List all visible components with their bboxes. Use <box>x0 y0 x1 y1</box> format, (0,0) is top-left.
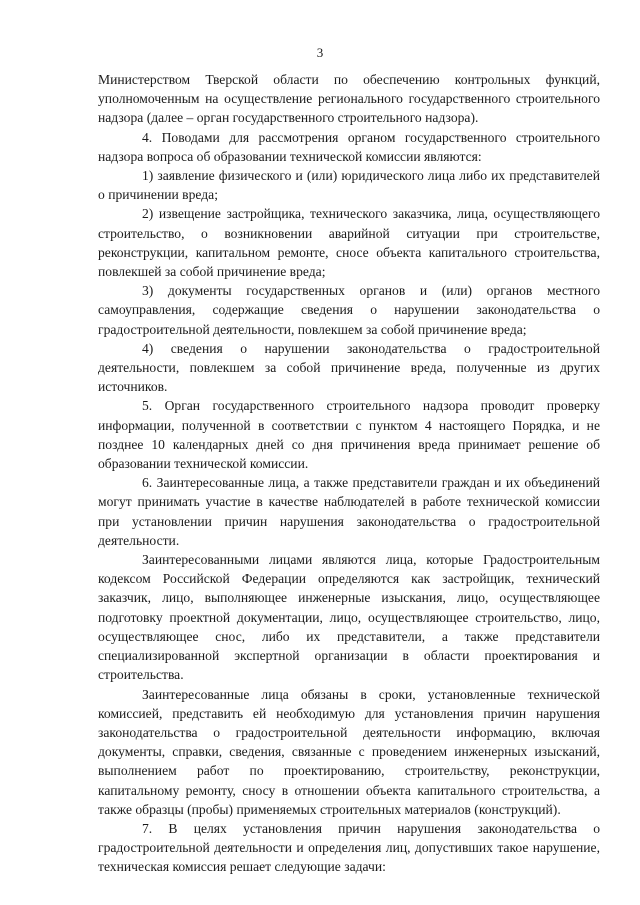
paragraph-ministry-continuation: Министерством Тверской области по обеспечению контрольных функций, уполномоченным на осуществление регионального государственного строительного надзора (далее – орган государственного строительного надзора). <box>98 72 600 126</box>
paragraph-item-5: 5. Орган государственного строительного надзора проводит проверку информации, полученной в соответствии с пунктом 4 настоящего Порядка, и не позднее 10 календарных дней со дня причинения вреда принимает решение об образовании технической комиссии. <box>98 398 600 472</box>
paragraph-subitem-2: 2) извещение застройщика, технического заказчика, лица, осуществляющего строительство, о возникновении аварийной ситуации при строительстве, реконструкции, капитальном ремонте, сносе объекта капитального строительства, повлекшей за собой причинение вреда; <box>98 206 600 280</box>
paragraph-subitem-4: 4) сведения о нарушении законодательства о градостроительной деятельности, повлекшем за собой причинение вреда, полученные из других источников. <box>98 340 600 395</box>
page-number: 3 <box>316 45 324 60</box>
paragraph-interested-obligations: Заинтересованные лица обязаны в сроки, установленные технической комиссией, представить ей необходимую для установления причин нарушения законодательства о градостроительной деятельности информацию, включая документы, справки, сведения, связанные с проведением инженерных изысканий, выполнением работ по проектированию, строительству, реконструкции, капитальному ремонту, сносу в отношении объекта капитального строительства, а также образцы (пробы) применяемых строительных материалов (конструкций). <box>98 686 600 817</box>
paragraph-interested-persons: Заинтересованными лицами являются лица, которые Градостроительным кодексом Российской Федерации определяются как застройщик, технический заказчик, лицо, выполняющее инженерные изыскания, лицо, осуществляющее подготовку проектной документации, лицо, осуществляющее строительство, лицо, осуществляющее снос, либо их представители, а также представители специализированной экспертной организации в области проектирования и строительства. <box>98 552 600 683</box>
paragraph-item-6: 6. Заинтересованные лица, а также представители граждан и их объединений могут принимать участие в качестве наблюдателей в работе технической комиссии при установлении причин нарушения законодательства о градостроительной деятельности. <box>98 475 600 548</box>
paragraph-item-7: 7. В целях установления причин нарушения законодательства о градостроительной деятельности и определения лиц, допустивших такое нарушение, техническая комиссия решает следующие задачи: <box>98 820 600 875</box>
paragraph-item-4: 4. Поводами для рассмотрения органом государственного строительного надзора вопроса об образовании технической комиссии являются: <box>98 129 600 164</box>
paragraph-subitem-1: 1) заявление физического и (или) юридического лица либо их представителей о причинении вреда; <box>98 168 600 203</box>
document-body <box>98 70 600 877</box>
paragraph-subitem-3: 3) документы государственных органов и (или) органов местного самоуправления, содержащие сведения о нарушении законодательства о градостроительной деятельности, повлекшем за собой причинение вреда; <box>98 283 600 337</box>
